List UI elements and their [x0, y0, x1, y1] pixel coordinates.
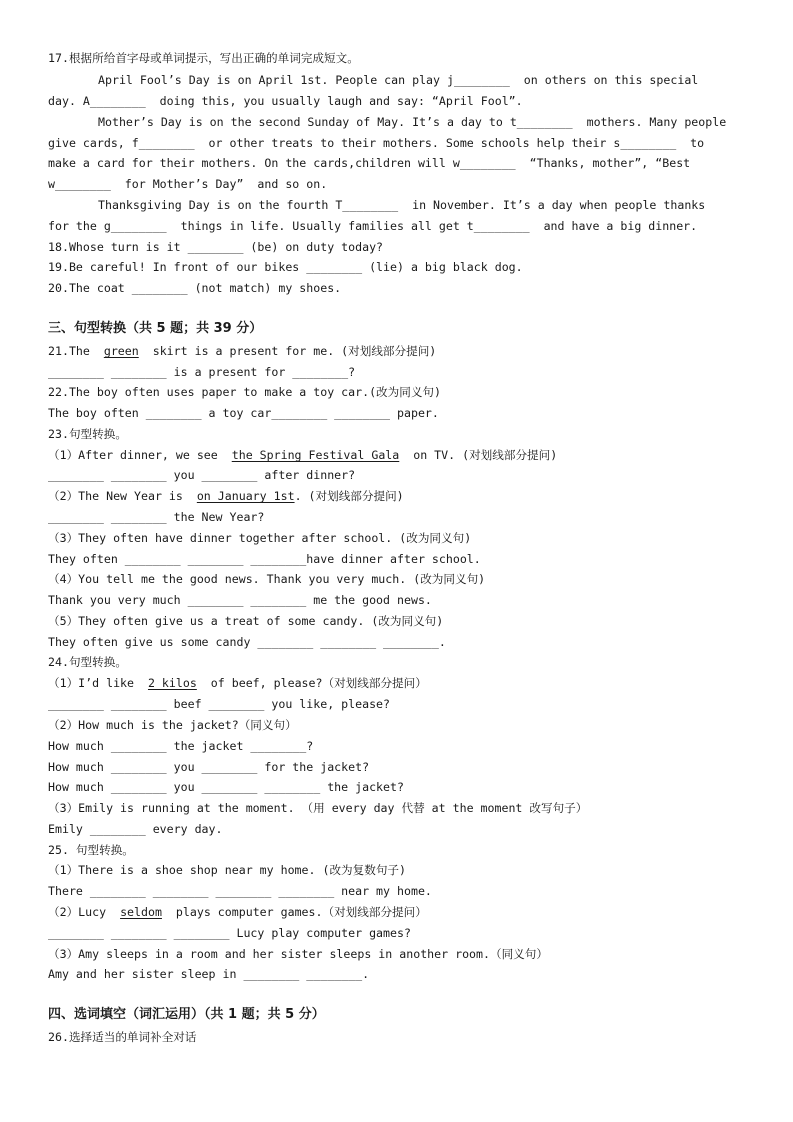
q19: 19.Be careful! In front of our bikes ________ (lie) a big black dog. — [48, 260, 523, 274]
q21-answer: ________ ________ is a present for ________? — [48, 365, 356, 379]
q17-line-5: make a card for their mothers. On the cards,children will w________ “Thanks, mother”, “Best — [48, 156, 691, 170]
q17-line-2: day. A________ doing this, you usually laugh and say: “April Fool”. — [48, 94, 523, 108]
q23-p4-answer: Thank you very much ________ ________ me the good news. — [48, 593, 432, 607]
q22-answer: The boy often ________ a toy car________ ________ paper. — [48, 406, 439, 420]
q24-title: 24.句型转换。 — [48, 655, 127, 669]
q25-p2-answer: ________ ________ ________ Lucy play computer games? — [48, 926, 411, 940]
q24-p2-answer-1: How much ________ the jacket ________? — [48, 739, 314, 753]
q25-p2-underlined: seldom — [120, 905, 162, 919]
q17-instruction: 17.根据所给首字母或单词提示，写出正确的单词完成短文。 — [48, 51, 359, 65]
q25-p3-answer: Amy and her sister sleep in ________ ________. — [48, 967, 370, 981]
q23-p2: （2）The New Year is on January 1st. (对划线部分提问) — [48, 489, 404, 503]
q21-underlined: green — [103, 344, 139, 358]
q23-p5-answer: They often give us some candy ________ ________ ________. — [48, 635, 446, 649]
section-4-heading: 四、选词填空（词汇运用）（共 1 题；共 5 分） — [48, 1007, 325, 1022]
q25-p3: （3）Amy sleeps in a room and her sister sleeps in another room.（同义句） — [48, 947, 548, 961]
q23-p4: （4）You tell me the good news. Thank you very much. (改为同义句) — [48, 572, 486, 586]
q17-line-7: Thanksgiving Day is on the fourth T________ in November. It’s a day when people thanks — [98, 198, 706, 212]
q25-p1: （1）There is a shoe shop near my home. (改为复数句子) — [48, 863, 406, 877]
q23-p1: （1）After dinner, we see the Spring Festival Gala on TV. (对划线部分提问) — [48, 448, 558, 462]
q23-p5: （5）They often give us a treat of some candy. (改为同义句) — [48, 614, 444, 628]
q17-line-4: give cards, f________ or other treats to their mothers. Some schools help their s________ to — [48, 136, 705, 150]
q17-line-8: for the g________ things in life. Usually families all get t________ and have a big dinner. — [48, 219, 698, 233]
q24-p2: （2）How much is the jacket?（同义句） — [48, 718, 297, 732]
q18: 18.Whose turn is it ________ (be) on duty today? — [48, 240, 384, 254]
q24-p3-answer: Emily ________ every day. — [48, 822, 223, 836]
q22-question: 22.The boy often uses paper to make a toy car.(改为同义句) — [48, 385, 442, 399]
q23-p3-answer: They often ________ ________ ________have dinner after school. — [48, 552, 481, 566]
q23-p3: （3）They often have dinner together after school. (改为同义句) — [48, 531, 472, 545]
q24-p1-underlined: 2 kilos — [147, 676, 197, 690]
q23-p2-underlined: on January 1st — [196, 489, 295, 503]
q26: 26.选择适当的单词补全对话 — [48, 1030, 197, 1044]
q17-line-3: Mother’s Day is on the second Sunday of May. It’s a day to t________ mothers. Many people — [98, 115, 727, 129]
q21-question: 21.The green skirt is a present for me. (对划线部分提问) — [48, 344, 437, 358]
q23-p1-answer: ________ ________ you ________ after dinner? — [48, 468, 356, 482]
q24-p1: （1）I’d like 2 kilos of beef, please?（对划线部分提问） — [48, 676, 427, 690]
q23-p1-underlined: the Spring Festival Gala — [231, 448, 400, 462]
q23-title: 23.句型转换。 — [48, 427, 127, 441]
q24-p2-answer-3: How much ________ you ________ ________ the jacket? — [48, 780, 404, 794]
q20: 20.The coat ________ (not match) my shoes. — [48, 281, 342, 295]
q25-title: 25. 句型转换。 — [48, 843, 134, 857]
q23-p2-answer: ________ ________ the New Year? — [48, 510, 265, 524]
q17-line-6: w________ for Mother’s Day” and so on. — [48, 177, 328, 191]
q25-p2: （2）Lucy seldom plays computer games.（对划线部分提问） — [48, 905, 427, 919]
q25-p1-answer: There ________ ________ ________ ________ near my home. — [48, 884, 432, 898]
q24-p3: （3）Emily is running at the moment. （用 every day 代替 at the moment 改写句子） — [48, 801, 588, 815]
q17-line-1: April Fool’s Day is on April 1st. People can play j________ on others on this special — [98, 73, 699, 87]
q24-p1-answer: ________ ________ beef ________ you like, please? — [48, 697, 391, 711]
q24-p2-answer-2: How much ________ you ________ for the jacket? — [48, 760, 370, 774]
section-3-heading: 三、句型转换（共 5 题；共 39 分） — [48, 321, 263, 336]
